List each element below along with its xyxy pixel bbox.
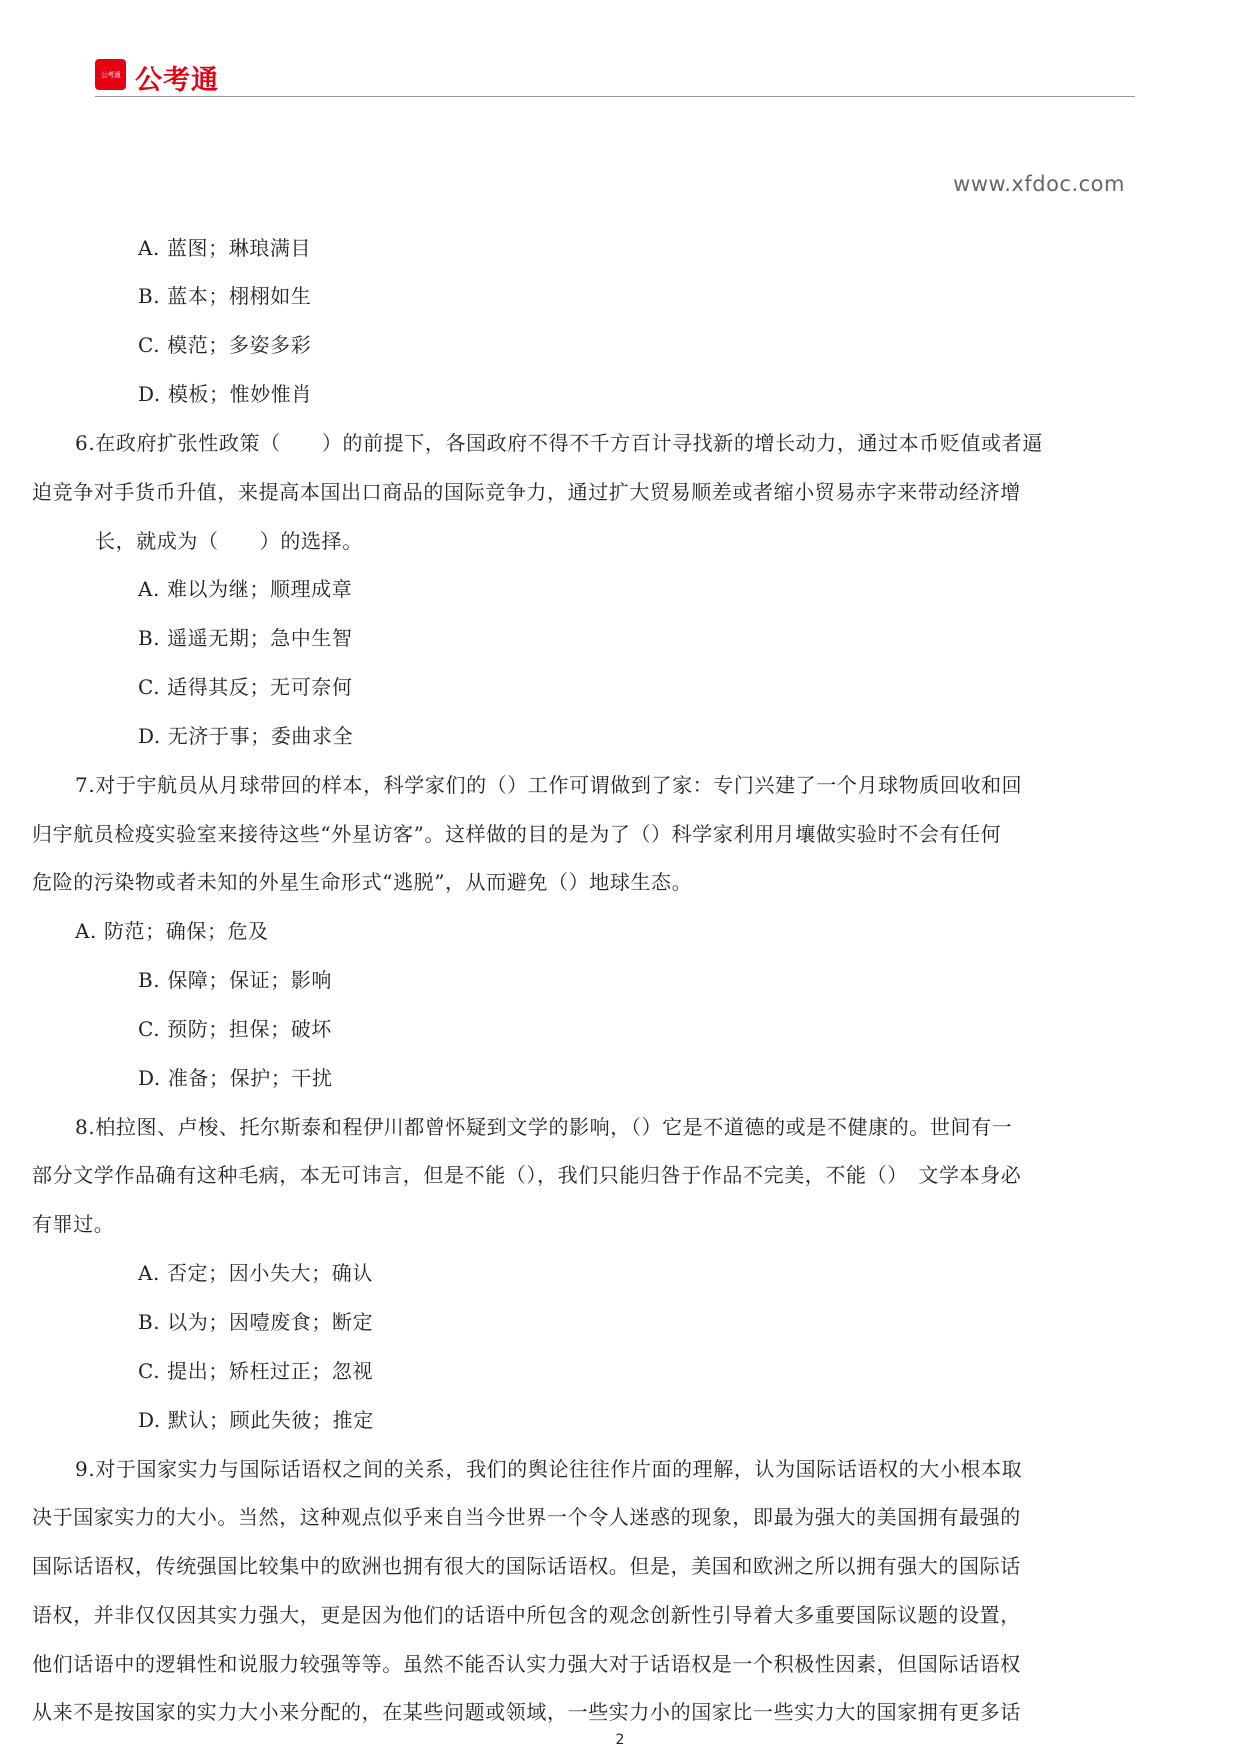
- question-line: 危险的污染物或者未知的外星生命形式“逃脱”，从而避免（）地球生态。: [32, 870, 693, 894]
- question-line: 7.对于宇航员从月球带回的样本，科学家们的（）工作可谓做到了家：专门兴建了一个月球物质回收和回: [75, 773, 1023, 797]
- page-header: [95, 56, 1135, 96]
- question-line: 归宇航员检疫实验室来接待这些“外星访客”。这样做的目的是为了（）科学家利用月壤做实验时不会有任何: [32, 822, 1002, 846]
- header-divider: [95, 96, 1135, 97]
- option-line: B. 保障；保证；影响: [138, 968, 333, 992]
- question-line: 决于国家实力的大小。当然，这种观点似乎来自当今世界一个令人迷惑的现象，即最为强大的美国拥有最强的: [32, 1505, 1021, 1529]
- option-line: C. 适得其反；无可奈何: [138, 675, 353, 699]
- question-line: 从来不是按国家的实力大小来分配的，在某些问题或领域，一些实力小的国家比一些实力大的国家拥有更多话: [32, 1700, 1021, 1724]
- option-line: B. 以为；因噎废食；断定: [138, 1310, 374, 1334]
- question-line: 9.对于国家实力与国际话语权之间的关系，我们的舆论往往作片面的理解，认为国际话语权的大小根本取: [75, 1457, 1023, 1481]
- option-line: A. 否定；因小失大；确认: [138, 1261, 373, 1285]
- question-line: 他们话语中的逻辑性和说服力较强等等。虽然不能否认实力强大对于话语权是一个积极性因素，但国际话语权: [32, 1652, 1021, 1676]
- question-line: 长，就成为（ ）的选择。: [95, 529, 363, 553]
- watermark-url: www.xfdoc.com: [953, 172, 1125, 196]
- option-line: B. 蓝本；栩栩如生: [138, 284, 312, 308]
- option-line: C. 预防；担保；破坏: [138, 1017, 332, 1041]
- logo-text: 公考通: [135, 65, 219, 96]
- question-line: 6.在政府扩张性政策（ ）的前提下，各国政府不得不千方百计寻找新的增长动力，通过本币贬值或者逼: [75, 431, 1043, 455]
- option-line: B. 遥遥无期；急中生智: [138, 626, 353, 650]
- question-line: 8.柏拉图、卢梭、托尔斯泰和程伊川都曾怀疑到文学的影响，（）它是不道德的或是不健康的。世间有一: [75, 1115, 1013, 1139]
- option-line: C. 提出；矫枉过正；忽视: [138, 1359, 374, 1383]
- question-line: 有罪过。: [32, 1212, 115, 1236]
- page-number: 2: [615, 1732, 625, 1748]
- question-line: 语权，并非仅仅因其实力强大，更是因为他们的话语中所包含的观念创新性引导着大多重要国际议题的设置，: [32, 1603, 1021, 1627]
- option-line: D. 模板；惟妙惟肖: [138, 382, 313, 406]
- option-line: C. 模范；多姿多彩: [138, 333, 312, 357]
- option-line: D. 准备；保护；干扰: [138, 1066, 333, 1090]
- option-line: A. 难以为继；顺理成章: [138, 577, 353, 601]
- option-line: D. 默认；顾此失彼；推定: [138, 1408, 374, 1432]
- option-line: D. 无济于事；委曲求全: [138, 724, 354, 748]
- option-line: A. 防范；确保；危及: [75, 919, 269, 943]
- question-line: 迫竞争对手货币升值，来提高本国出口商品的国际竞争力，通过扩大贸易顺差或者缩小贸易赤字来带动经济增: [32, 480, 1021, 504]
- option-line: A. 蓝图；琳琅满目: [138, 236, 312, 260]
- logo-icon: 公考通: [95, 59, 126, 90]
- question-line: 部分文学作品确有这种毛病，本无可讳言，但是不能（），我们只能归咎于作品不完美，不能（） 文学本身必: [32, 1163, 1022, 1187]
- question-line: 国际话语权，传统强国比较集中的欧洲也拥有很大的国际话语权。但是，美国和欧洲之所以拥有强大的国际话: [32, 1554, 1021, 1578]
